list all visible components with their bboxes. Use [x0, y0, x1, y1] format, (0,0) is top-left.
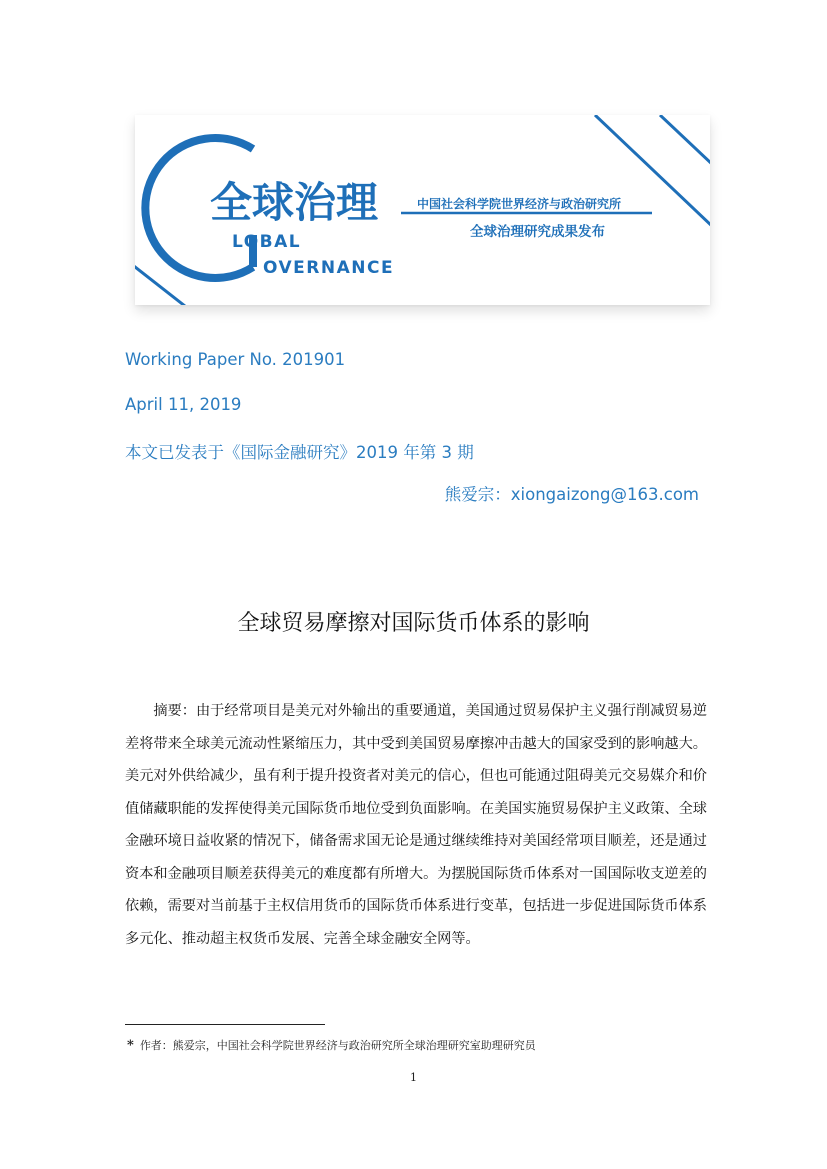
diagonal-line-top-right-2	[660, 115, 710, 165]
global-governance-logo	[135, 115, 710, 305]
banner-word-governance: OVERNANCE	[263, 258, 395, 278]
paper-date: April 11, 2019	[125, 395, 242, 414]
working-paper-number: Working Paper No. 201901	[125, 350, 346, 369]
banner-subtitle: 全球治理研究成果发布	[470, 224, 605, 240]
footnote	[127, 1037, 536, 1053]
abstract-paragraph: 摘要：由于经常项目是美元对外输出的重要通道，美国通过贸易保护主义强行削减贸易逆差将带来全球美元流动性紧缩压力，其中受到美国贸易摩擦冲击越大的国家受到的影响越大。美元对外供给减少，虽有利于提升投资者对美元的信心，但也可能通过阻碍美元交易媒介和价值储藏职能的发挥使得美元国际货币地位受到负面影响。在美国实施贸易保护主义政策、全球金融环境日益收紧的情况下，储备需求国无论是通过继续维持对美国经常项目顺差，还是通过资本和金融项目顺差获得美元的难度都有所增大。为摆脱国际货币体系对一国国际收支逆差的依赖，需要对当前基于主权信用货币的国际货币体系进行变革，包括进一步促进国际货币体系多元化、推动超主权货币发展、完善全球金融安全网等。	[125, 703, 707, 947]
banner-institute: 中国社会科学院世界经济与政治研究所	[417, 197, 622, 211]
banner-word-global: LOBAL	[232, 232, 302, 252]
banner-title: 全球治理	[210, 178, 379, 227]
footnote-text: 作者：熊爱宗，中国社会科学院世界经济与政治研究所全球治理研究室助理研究员	[139, 1039, 536, 1052]
footnote-marker: *	[127, 1038, 134, 1053]
page-number: 1	[410, 1071, 417, 1084]
footnote-divider	[125, 1024, 325, 1025]
publication-note: 本文已发表于《国际金融研究》2019 年第 3 期	[125, 443, 474, 462]
paper-title: 全球贸易摩擦对国际货币体系的影响	[237, 611, 590, 636]
author-contact: 熊爱宗：xiongaizong@163.com	[444, 485, 699, 504]
header-banner	[135, 115, 710, 305]
